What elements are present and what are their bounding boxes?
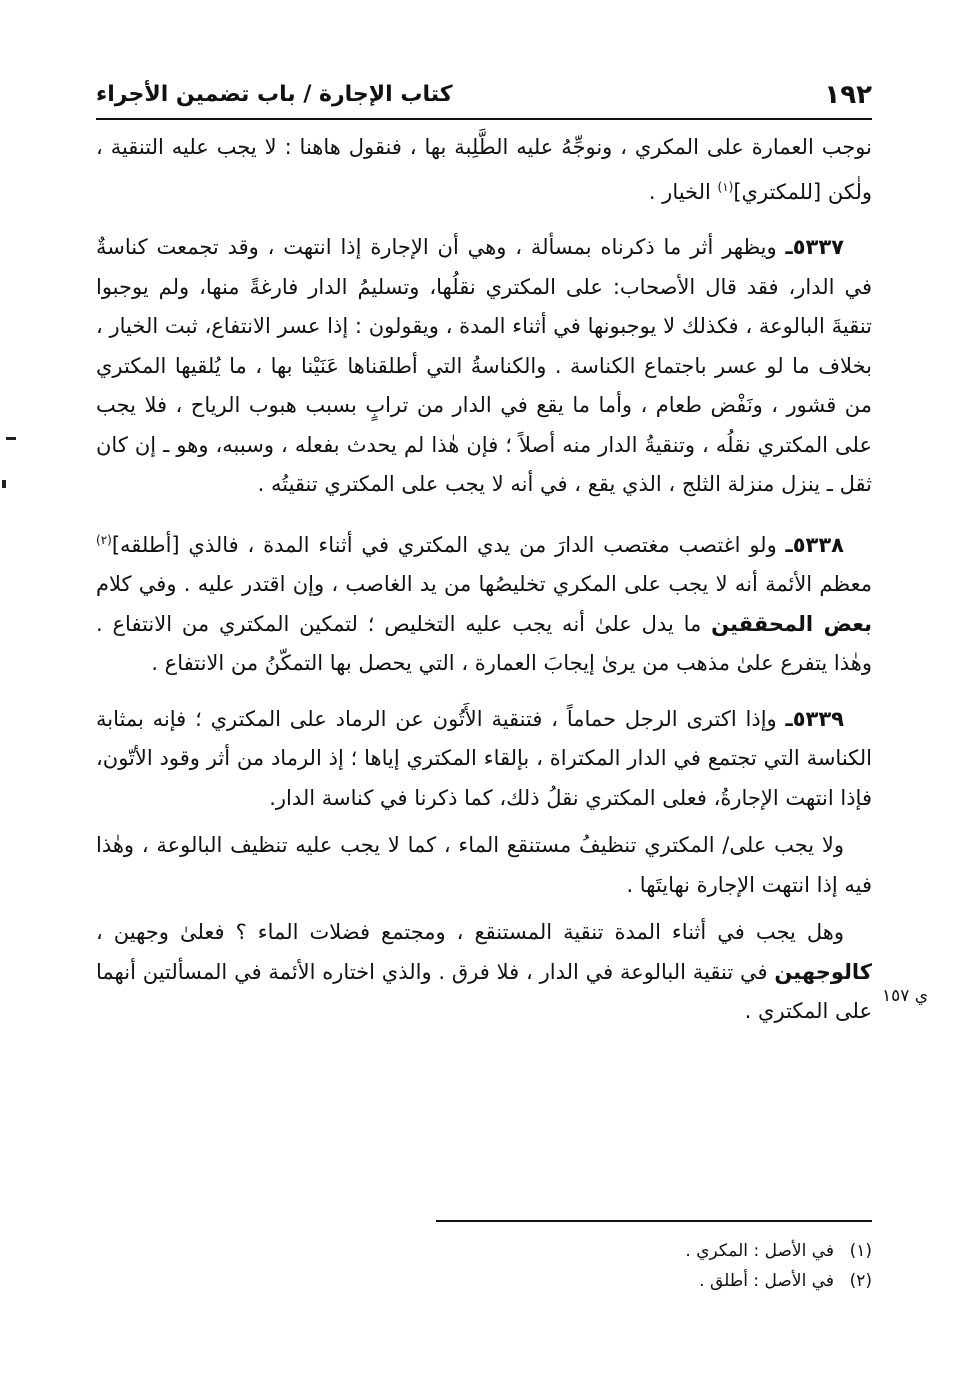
page-number: ١٩٢ (824, 80, 872, 110)
paragraph-text: ولا يجب على/ المكتري تنظيفُ مستنقع الماء ، كما لا يجب عليه تنظيف البالوعة ، وهٰذا فيه إذا انتهت الإجارة نهايتَها . (96, 833, 872, 897)
paragraph-number: ٥٣٣٧ـ (785, 235, 844, 259)
footnote-mark: (١) (849, 1241, 872, 1261)
footnote-ref-2: (٢) (96, 532, 112, 547)
paragraph-text-end: الخيار . (648, 179, 718, 204)
paragraph-question (96, 913, 872, 1032)
footnote-ref-1: (١) (717, 179, 734, 194)
footnote-2 (96, 1266, 872, 1296)
paragraph-text: وهل يجب في أثناء المدة تنقية المستنقع ، ومجتمع فضلات الماء ؟ فعلىٰ وجهين ، (96, 920, 844, 944)
paragraph-number: ٥٣٣٩ـ (785, 706, 844, 731)
footnote-text: في الأصل : المكري . (685, 1241, 834, 1261)
main-text (96, 128, 872, 1048)
bold-phrase: بعض المحققين (711, 611, 872, 636)
footnote-mark: (٢) (849, 1271, 872, 1291)
footnote-1 (96, 1236, 872, 1266)
footnotes (96, 1236, 872, 1296)
paragraph-text: وإذا اكترى الرجل حماماً ، فتنقية الأَتُون عن الرماد على المكتري ؛ فإنه بمثابة الكناسة التي تجتمع في الدار المكتراة ، بإلقاء المكتري إياها ؛ إذ الرماد من أثر وقود الأتّون، فإذا انتهت الإجارةُ، فعلى المكتري نقلُ ذلك، كما ذكرنا في كناسة الدار. (96, 706, 872, 810)
paragraph-5338 (96, 521, 872, 684)
scan-speck (2, 480, 6, 488)
paragraph-text: ولو اغتصب مغتصب الدارَ من يدي المكتري في أثناء المدة ، فالذي [أطلقه] (111, 532, 786, 557)
footnote-text: في الأصل : أطلق . (699, 1271, 834, 1291)
scan-speck (6, 437, 16, 440)
paragraph-text-end: في تنقية البالوعة في الدار ، فلا فرق . والذي اختاره الأئمة في المسألتين أنهما على المكتري . (96, 959, 872, 1023)
paragraph-text: نوجب العمارة على المكري ، ونوجِّهُ عليه الطَّلِبة بها ، فنقول هاهنا : لا يجب عليه التنقية ، ولٰكن [للمكتري] (96, 135, 872, 204)
bold-phrase: كالوجهين (774, 959, 872, 984)
paragraph-5337 (96, 228, 872, 505)
paragraph-5339 (96, 700, 872, 819)
paragraph-number: ٥٣٣٨ـ (785, 532, 844, 557)
paragraph-text-mid: معظم الأئمة أنه لا يجب على المكري تخليصُها من يد الغاصب ، وإن اقتدر عليه . وفي كلام (96, 572, 872, 596)
running-head: كتاب الإجارة / باب تضمين الأجراء (96, 82, 453, 107)
margin-manuscript-ref: ي ١٥٧ (882, 986, 929, 1006)
paragraph-text: ويظهر أثر ما ذكرناه بمسألة ، وهي أن الإجارة إذا انتهت ، وقد تجمعت كناسةٌ في الدار، فقد قال الأصحاب: على المكتري نقلُها، وتسليمُ الدار فارغةً منها، ولم يوجبوا تنقيةَ البالوعة ، فكذلك لا يوجبونها في أثناء المدة ، ويقولون : إذا عسر الانتفاع، ثبت الخيار ، بخلاف ما لو عسر باجتماع الكناسة . والكناسةُ التي أطلقناها عَنَيْنا بها ، ما يُلقيها المكتري من قشور ، ونَفْض طعام ، وأما ما يقع في الدار من ترابٍ بسبب هبوب الرياح ، فلا يجب على المكتري نقلُه ، وتنقيةُ الدار منه أصلاً ؛ فإن هٰذا لم يحدث بفعله ، وسببه، وهو ـ إن كان ثقل ـ ينزل منزلة الثلج ، الذي يقع ، في أنه لا يجب على المكتري تنقيتُه . (96, 235, 872, 496)
footnote-divider (436, 1220, 872, 1222)
page-header (96, 78, 872, 120)
paragraph-text-end: ما يدل علىٰ أنه يجب عليه التخليص ؛ لتمكين المكتري من الانتفاع . وهٰذا يتفرع علىٰ مذهب من يرىٰ إيجابَ العمارة ، التي يحصل بها التمكّنُ من الانتفاع . (96, 611, 872, 675)
paragraph-continuation (96, 128, 872, 212)
paragraph-cleaning (96, 826, 872, 905)
